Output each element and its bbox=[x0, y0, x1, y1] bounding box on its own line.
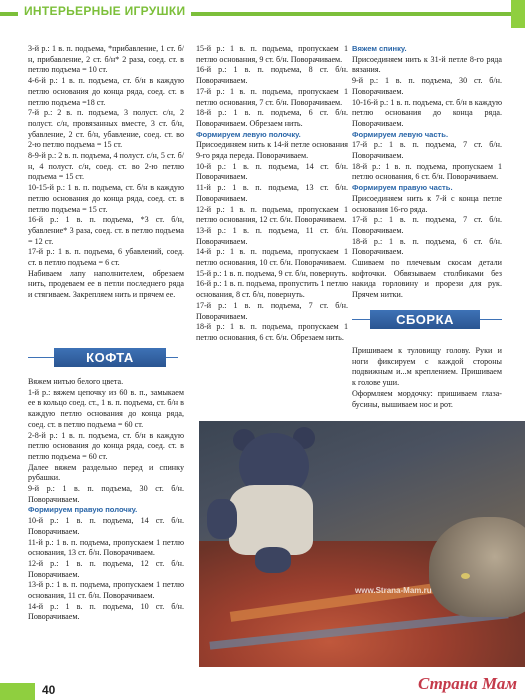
paragraph: Далее вяжем раздельно перед и спинку рубашки. bbox=[28, 462, 184, 483]
paragraph: 9-й р.: 1 в. п. подъема, 30 ст. б/н. Поворачиваем. bbox=[352, 76, 502, 96]
section-header bbox=[0, 0, 525, 28]
paragraph: 15-й р.: 1 в. п. подъема, пропускаем 1 петлю основания, 9 ст. б/н. Поворачиваем. bbox=[196, 44, 348, 64]
paragraph: 1-й р.: вяжем цепочку из 60 в. п., замыкаем ее в кольцо соед. ст., 1 в. п. подъема, ст. б/н в каждую петлю основания до конца ряда, соед. ст. в петлю подъема = 60 ст. bbox=[28, 387, 184, 429]
paragraph: Набиваем лапу наполнителем, обрезаем нить, продеваем ее в петли последнего ряда и стягиваем. Закрепляем нить и прячем ее. bbox=[28, 268, 184, 300]
paragraph: 7-й р.: 2 в. п. подъема, 3 полуст. с/н, 2 полуст. с/н, провязанных вместе, 3 ст. б/н, убавление, 2 ст. б/н, убавление, соед. ст. во 2-ю петлю подъема = 15 ст. bbox=[28, 108, 184, 150]
paragraph: 15-й р.: 1 в. п. подъема, 9 ст. б/н, повернуть. bbox=[196, 268, 348, 278]
photo-watermark: www.Strana-Mam.ru bbox=[355, 586, 432, 595]
footer-bar bbox=[0, 683, 35, 700]
paragraph: 10-й р.: 1 в. п. подъема, 14 ст. б/н. Поворачиваем. bbox=[28, 516, 184, 536]
section-banner-kofta: КОФТА bbox=[54, 348, 166, 367]
paragraph: 18-й р.: 1 в. п. подъема, 6 ст. б/н. Поворачиваем. Обрезаем нить. bbox=[196, 108, 348, 128]
paragraph: 17-й р.: 1 в. п. подъема, пропускаем 1 петлю основания, 7 ст. б/н. Поворачиваем. bbox=[196, 86, 348, 107]
paragraph: 3-й р.: 1 в. п. подъема, *прибавление, 1 ст. б/н, прибавление, 2 ст. б/н* 2 раза, соед. ст. в петлю подъема = 10 ст. bbox=[28, 44, 184, 75]
paragraph: 4-6-й р.: 1 в. п. подъема, ст. б/н в каждую петлю основания до конца ряда, соед. ст. в петлю подъема =18 ст. bbox=[28, 76, 184, 107]
corner-tab bbox=[511, 0, 525, 28]
paragraph: 17-й р.: 1 в. п. подъема, 7 ст. б/н. Поворачиваем. bbox=[352, 140, 502, 161]
subheading: Формируем левую часть. bbox=[352, 129, 449, 139]
paragraph: 18-й р.: 1 в. п. подъема, 6 ст. б/н. Поворачиваем. bbox=[352, 236, 502, 257]
paragraph: 17-й р.: 1 в. п. подъема, 7 ст. б/н. Поворачиваем. bbox=[352, 215, 502, 235]
paragraph: 16-й р.: 1 в. п. подъема, пропустить 1 петлю основания, 8 ст. б/н, повернуть. bbox=[196, 279, 348, 300]
subheading: Формируем правую полочку. bbox=[28, 505, 138, 515]
paragraph: 9-й р.: 1 в. п. подъема, 30 ст. б/н. Поворачиваем. bbox=[28, 484, 184, 504]
paragraph: 16-й р.: 1 в. п. подъема, *3 ст. б/н, убавление* 3 раза, соед. ст. в петлю подъема = 12 ст. bbox=[28, 215, 184, 246]
paragraph: Присоединяем нить к 7-й с конца петле основания 16-го ряда. bbox=[352, 193, 502, 214]
paragraph: 17-й р.: 1 в. п. подъема, 7 ст. б/н. Поворачиваем. bbox=[196, 300, 348, 321]
column-3 bbox=[352, 44, 502, 301]
paragraph: 10-16-й р.: 1 в. п. подъема, ст. б/н в каждую петлю основания до конца ряда. Поворачиваем. bbox=[352, 97, 502, 128]
paragraph: 18-й р.: 1 в. п. подъема, пропускаем 1 петлю основания, 6 ст. б/н. Поворачиваем. bbox=[352, 161, 502, 182]
subheading: Формируем левую полочку. bbox=[196, 129, 301, 139]
column-1-lower bbox=[28, 377, 184, 623]
paragraph: Сшиваем по плечевым скосам детали кофточки. Обвязываем столбиками без накида горловину и прорези для рук. Прячем нитки. bbox=[352, 258, 502, 300]
site-watermark: Страна Мам bbox=[417, 674, 517, 693]
section-title: ИНТЕРЬЕРНЫЕ ИГРУШКИ bbox=[18, 4, 191, 18]
subheading: Формируем правую часть. bbox=[352, 183, 453, 193]
paragraph: 18-й р.: 1 в. п. подъема, пропускаем 1 петлю основания, 6 ст. б/н. Обрезаем нить. bbox=[196, 322, 348, 342]
section-banner-sborka: СБОРКА bbox=[370, 310, 480, 329]
bear-arm bbox=[207, 499, 237, 539]
paragraph: 13-й р.: 1 в. п. подъема, пропускаем 1 петлю основания, 11 ст. б/н. Поворачиваем. bbox=[28, 580, 184, 601]
teddy-bear-photo bbox=[199, 421, 525, 667]
subheading: Вяжем спинку. bbox=[352, 44, 407, 53]
bear-sweater bbox=[229, 485, 313, 555]
paragraph: 11-й р.: 1 в. п. подъема, 13 ст. б/н. Поворачиваем. bbox=[196, 183, 348, 203]
paragraph: Присоединяем нить к 14-й петле основания 9-го ряда переда. Поворачиваем. bbox=[196, 140, 348, 161]
paragraph: 10-й р.: 1 в. п. подъема, 14 ст. б/н. Поворачиваем. bbox=[196, 161, 348, 182]
cat bbox=[429, 517, 525, 617]
column-3-lower bbox=[352, 346, 502, 410]
column-2 bbox=[196, 44, 348, 344]
paragraph: 16-й р.: 1 в. п. подъема, 8 ст. б/н. Поворачиваем. bbox=[196, 65, 348, 86]
paragraph: 13-й р.: 1 в. п. подъема, 11 ст. б/н. Поворачиваем. bbox=[196, 225, 348, 246]
paragraph: 10-15-й р.: 1 в. п. подъема, ст. б/н в каждую петлю основания до конца ряда, соед. ст. в петлю подъема = 15 ст. bbox=[28, 183, 184, 214]
paragraph: 8-9-й р.: 2 в. п. подъема, 4 полуст. с/н, 5 ст. б/н, 4 полуст. с/н, соед. ст. во 2-ю петлю подъема = 15 ст. bbox=[28, 151, 184, 182]
paragraph: Оформляем мордочку: пришиваем глаза-бусины, вышиваем нос и рот. bbox=[352, 388, 502, 409]
paragraph: Пришиваем к туловищу голову. Руки и ноги фиксируем с каждой стороны подвижным и...м креплением. Пришиваем к голове уши. bbox=[352, 346, 502, 388]
paragraph: 12-й р.: 1 в. п. подъема, 12 ст. б/н. Поворачиваем. bbox=[28, 558, 184, 579]
paragraph: 11-й р.: 1 в. п. подъема, пропускаем 1 петлю основания, 13 ст. б/н. Поворачиваем. bbox=[28, 537, 184, 558]
paragraph: Вяжем нитью белого цвета. bbox=[28, 377, 124, 386]
column-1 bbox=[28, 44, 184, 301]
paragraph: 14-й р.: 1 в. п. подъема, пропускаем 1 петлю основания, 10 ст. б/н. Поворачиваем. bbox=[196, 247, 348, 268]
paragraph: Присоединяем нить к 31-й петле 8-го ряда вязания. bbox=[352, 54, 502, 75]
bear-leg bbox=[255, 547, 291, 573]
paragraph: 17-й р.: 1 в. п. подъема, 6 убавлений, соед. ст. в петлю подъема = 6 ст. bbox=[28, 247, 184, 268]
paragraph: 12-й р.: 1 в. п. подъема, пропускаем 1 петлю основания, 12 ст. б/н. Поворачиваем. bbox=[196, 204, 348, 225]
paragraph: 14-й р.: 1 в. п. подъема, 10 ст. б/н. Поворачиваем. bbox=[28, 601, 184, 622]
paragraph: 2-8-й р.: 1 в. п. подъема, ст. б/н в каждую петлю основания до конца ряда, соед. ст. в петлю подъема = 60 ст. bbox=[28, 430, 184, 461]
cat-eye bbox=[461, 573, 470, 579]
page-number: 40 bbox=[42, 683, 56, 697]
